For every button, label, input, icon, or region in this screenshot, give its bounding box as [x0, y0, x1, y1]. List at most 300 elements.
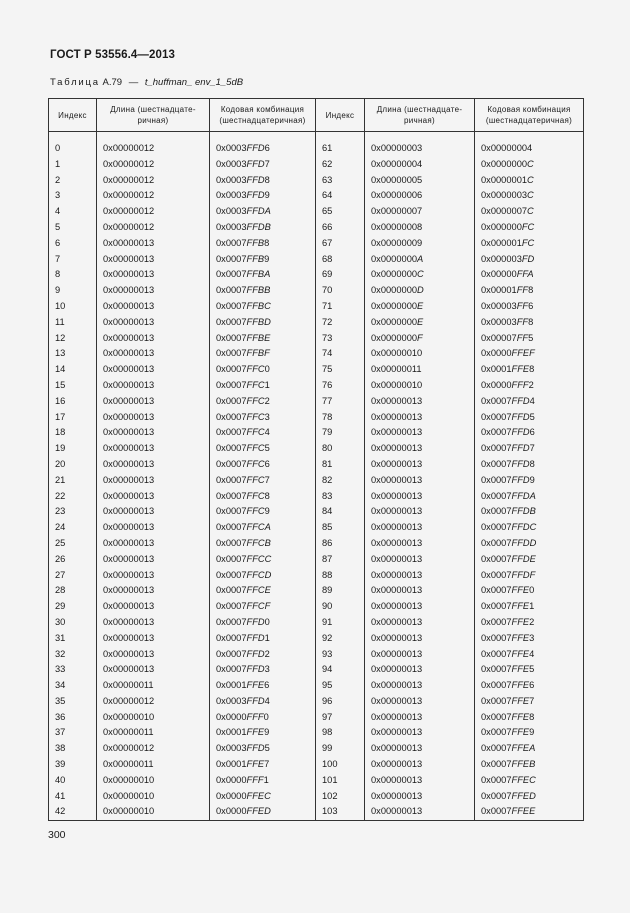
- cell-code-2: 0x0007FFE1: [475, 599, 584, 615]
- cell-code-2: 0x0007FFDC: [475, 520, 584, 536]
- cell-length: 0x00000013: [97, 457, 210, 473]
- cell-index: 40: [49, 773, 97, 789]
- cell-length: 0x00000012: [97, 188, 210, 204]
- cell-length-2: 0x00000013: [365, 473, 475, 489]
- cell-code-2: 0x0007FFEE: [475, 804, 584, 820]
- cell-code: 0x0007FFC0: [210, 362, 316, 378]
- cell-index: 42: [49, 804, 97, 820]
- table-row: [49, 647, 584, 663]
- cell-code: 0x0007FFBA: [210, 267, 316, 283]
- cell-code-2: 0x0007FFE0: [475, 583, 584, 599]
- cell-length-2: 0x0000000E: [365, 299, 475, 315]
- cell-index: 18: [49, 425, 97, 441]
- cell-code-2: 0x0007FFEB: [475, 757, 584, 773]
- cell-code-2: 0x0007FFE8: [475, 710, 584, 726]
- cell-length: 0x00000013: [97, 346, 210, 362]
- table-row: [49, 331, 584, 347]
- cell-index: 1: [49, 157, 97, 173]
- cell-length: 0x00000013: [97, 583, 210, 599]
- table-row: [49, 741, 584, 757]
- table-row: [49, 789, 584, 805]
- cell-length-2: 0x00000013: [365, 599, 475, 615]
- cell-length: 0x00000013: [97, 520, 210, 536]
- cell-length-2: 0x00000005: [365, 173, 475, 189]
- cell-length-2: 0x00000013: [365, 631, 475, 647]
- cell-index-2: 95: [316, 678, 365, 694]
- cell-length: 0x00000010: [97, 804, 210, 820]
- table-row: [49, 252, 584, 268]
- table-row: [49, 599, 584, 615]
- cell-length-2: 0x00000007: [365, 204, 475, 220]
- cell-code-2: 0x0007FFDB: [475, 504, 584, 520]
- cell-index: 26: [49, 552, 97, 568]
- cell-code: 0x0007FFC1: [210, 378, 316, 394]
- table-row: [49, 173, 584, 189]
- cell-code-2: 0x0007FFD8: [475, 457, 584, 473]
- cell-length-2: 0x00000013: [365, 615, 475, 631]
- cell-length: 0x00000013: [97, 252, 210, 268]
- caption-label: Таблица: [50, 77, 100, 88]
- cell-index: 38: [49, 741, 97, 757]
- cell-index: 27: [49, 568, 97, 584]
- cell-index: 9: [49, 283, 97, 299]
- cell-code: 0x0003FFD9: [210, 188, 316, 204]
- table-row: [49, 678, 584, 694]
- table-row: [49, 425, 584, 441]
- cell-code: 0x0007FFC7: [210, 473, 316, 489]
- cell-code: 0x0001FFE9: [210, 725, 316, 741]
- cell-length-2: 0x00000013: [365, 457, 475, 473]
- cell-index: 20: [49, 457, 97, 473]
- cell-index-2: 86: [316, 536, 365, 552]
- cell-code: 0x0007FFCB: [210, 536, 316, 552]
- table-row: [49, 568, 584, 584]
- cell-index: 28: [49, 583, 97, 599]
- cell-length: 0x00000013: [97, 662, 210, 678]
- cell-code: 0x0007FFC6: [210, 457, 316, 473]
- cell-length-2: 0x0000000D: [365, 283, 475, 299]
- cell-code: 0x0007FFBB: [210, 283, 316, 299]
- cell-code: 0x0000FFEC: [210, 789, 316, 805]
- cell-index-2: 83: [316, 489, 365, 505]
- cell-index: 37: [49, 725, 97, 741]
- cell-code: 0x0000FFED: [210, 804, 316, 820]
- table-row: [49, 283, 584, 299]
- cell-index: 23: [49, 504, 97, 520]
- column-header-length: Длина (шестнадцате-ричная): [97, 99, 210, 132]
- cell-index-2: 88: [316, 568, 365, 584]
- caption-dash: —: [128, 77, 139, 88]
- table-row: [49, 267, 584, 283]
- cell-index-2: 73: [316, 331, 365, 347]
- cell-index-2: 61: [316, 141, 365, 157]
- cell-length-2: 0x00000013: [365, 741, 475, 757]
- cell-code-2: 0x0007FFD4: [475, 394, 584, 410]
- table-row: [49, 157, 584, 173]
- cell-length: 0x00000013: [97, 315, 210, 331]
- cell-code: 0x0001FFE6: [210, 678, 316, 694]
- table-row: [49, 662, 584, 678]
- table-row: [49, 504, 584, 520]
- table-row: [49, 362, 584, 378]
- cell-index-2: 101: [316, 773, 365, 789]
- cell-index-2: 63: [316, 173, 365, 189]
- cell-code-2: 0x0007FFE7: [475, 694, 584, 710]
- cell-length-2: 0x00000013: [365, 536, 475, 552]
- cell-index: 19: [49, 441, 97, 457]
- cell-length-2: 0x00000013: [365, 789, 475, 805]
- cell-index-2: 81: [316, 457, 365, 473]
- table-header-row: [49, 99, 584, 132]
- table-row: [49, 804, 584, 820]
- cell-length: 0x00000013: [97, 362, 210, 378]
- column-header-index-2: Индекс: [316, 99, 365, 132]
- cell-code: 0x0007FFB8: [210, 236, 316, 252]
- cell-index-2: 100: [316, 757, 365, 773]
- cell-code: 0x0003FFDB: [210, 220, 316, 236]
- cell-index-2: 97: [316, 710, 365, 726]
- cell-length-2: 0x00000013: [365, 725, 475, 741]
- cell-index: 25: [49, 536, 97, 552]
- cell-code: 0x0007FFD1: [210, 631, 316, 647]
- cell-index: 30: [49, 615, 97, 631]
- cell-code-2: 0x00001FF8: [475, 283, 584, 299]
- cell-length-2: 0x00000013: [365, 804, 475, 820]
- cell-length-2: 0x00000010: [365, 378, 475, 394]
- cell-code: 0x0003FFD6: [210, 141, 316, 157]
- table-row: [49, 394, 584, 410]
- cell-code-2: 0x0007FFDF: [475, 568, 584, 584]
- cell-length-2: 0x00000013: [365, 394, 475, 410]
- cell-length-2: 0x00000004: [365, 157, 475, 173]
- cell-length: 0x00000012: [97, 741, 210, 757]
- column-header-code-2: Кодовая комбинация (шестнадцатеричная): [475, 99, 584, 132]
- cell-code-2: 0x0007FFE4: [475, 647, 584, 663]
- cell-index: 31: [49, 631, 97, 647]
- cell-index: 4: [49, 204, 97, 220]
- cell-length: 0x00000012: [97, 204, 210, 220]
- cell-code-2: 0x0007FFDA: [475, 489, 584, 505]
- cell-length-2: 0x00000013: [365, 662, 475, 678]
- cell-index: 12: [49, 331, 97, 347]
- cell-index-2: 79: [316, 425, 365, 441]
- cell-index-2: 65: [316, 204, 365, 220]
- caption-table-name: t_huffman_ env_1_5dB: [144, 77, 244, 88]
- cell-code-2: 0x0007FFE9: [475, 725, 584, 741]
- cell-length: 0x00000013: [97, 536, 210, 552]
- caption-number: А.79: [102, 77, 123, 88]
- cell-length: 0x00000013: [97, 473, 210, 489]
- table-row: [49, 757, 584, 773]
- table-spacer-row: [49, 132, 584, 142]
- cell-code: 0x0000FFF0: [210, 710, 316, 726]
- cell-index-2: 67: [316, 236, 365, 252]
- cell-length-2: 0x00000013: [365, 647, 475, 663]
- cell-code: 0x0007FFC4: [210, 425, 316, 441]
- table-row: [49, 583, 584, 599]
- cell-length-2: 0x00000013: [365, 757, 475, 773]
- cell-code-2: 0x0000FFEF: [475, 346, 584, 362]
- cell-index-2: 94: [316, 662, 365, 678]
- cell-index-2: 77: [316, 394, 365, 410]
- cell-index-2: 82: [316, 473, 365, 489]
- cell-length: 0x00000012: [97, 694, 210, 710]
- cell-code: 0x0001FFE7: [210, 757, 316, 773]
- cell-index: 34: [49, 678, 97, 694]
- cell-code: 0x0007FFBF: [210, 346, 316, 362]
- cell-length-2: 0x0000000E: [365, 315, 475, 331]
- cell-index: 16: [49, 394, 97, 410]
- cell-length: 0x00000013: [97, 267, 210, 283]
- cell-length-2: 0x00000011: [365, 362, 475, 378]
- cell-length-2: 0x00000006: [365, 188, 475, 204]
- cell-code-2: 0x0007FFE6: [475, 678, 584, 694]
- cell-code: 0x0003FFD7: [210, 157, 316, 173]
- cell-code: 0x0007FFC9: [210, 504, 316, 520]
- table-row: [49, 520, 584, 536]
- table-row: [49, 536, 584, 552]
- cell-index-2: 69: [316, 267, 365, 283]
- cell-code: 0x0007FFD2: [210, 647, 316, 663]
- cell-index: 7: [49, 252, 97, 268]
- cell-code: 0x0007FFBC: [210, 299, 316, 315]
- cell-length: 0x00000013: [97, 631, 210, 647]
- cell-index: 24: [49, 520, 97, 536]
- cell-index-2: 78: [316, 410, 365, 426]
- cell-index-2: 66: [316, 220, 365, 236]
- cell-index-2: 80: [316, 441, 365, 457]
- cell-code-2: 0x0000000C: [475, 157, 584, 173]
- cell-index: 35: [49, 694, 97, 710]
- cell-length: 0x00000013: [97, 394, 210, 410]
- cell-index-2: 90: [316, 599, 365, 615]
- cell-code: 0x0007FFD3: [210, 662, 316, 678]
- column-header-length-2: Длина (шестнадцате-ричная): [365, 99, 475, 132]
- cell-index-2: 75: [316, 362, 365, 378]
- cell-code-2: 0x0007FFD5: [475, 410, 584, 426]
- cell-index: 15: [49, 378, 97, 394]
- cell-length-2: 0x00000013: [365, 552, 475, 568]
- cell-index: 21: [49, 473, 97, 489]
- cell-code: 0x0007FFCE: [210, 583, 316, 599]
- table-row: [49, 188, 584, 204]
- cell-length-2: 0x0000000C: [365, 267, 475, 283]
- cell-length-2: 0x00000013: [365, 568, 475, 584]
- cell-index-2: 64: [316, 188, 365, 204]
- cell-length: 0x00000012: [97, 141, 210, 157]
- cell-length: 0x00000013: [97, 568, 210, 584]
- cell-length: 0x00000013: [97, 504, 210, 520]
- page-number: 300: [48, 829, 66, 841]
- cell-index: 17: [49, 410, 97, 426]
- cell-length-2: 0x00000013: [365, 583, 475, 599]
- cell-length: 0x00000013: [97, 410, 210, 426]
- table-row: [49, 457, 584, 473]
- cell-index: 2: [49, 173, 97, 189]
- cell-length: 0x00000012: [97, 173, 210, 189]
- cell-length-2: 0x00000013: [365, 425, 475, 441]
- cell-code-2: 0x0007FFDE: [475, 552, 584, 568]
- cell-length-2: 0x00000013: [365, 694, 475, 710]
- cell-code-2: 0x00000FFA: [475, 267, 584, 283]
- cell-index: 3: [49, 188, 97, 204]
- cell-code: 0x0007FFCC: [210, 552, 316, 568]
- cell-index-2: 84: [316, 504, 365, 520]
- cell-code-2: 0x0007FFEC: [475, 773, 584, 789]
- cell-code-2: 0x000001FC: [475, 236, 584, 252]
- cell-code: 0x0007FFB9: [210, 252, 316, 268]
- cell-code: 0x0007FFBE: [210, 331, 316, 347]
- cell-index: 41: [49, 789, 97, 805]
- cell-length: 0x00000013: [97, 615, 210, 631]
- table-row: [49, 378, 584, 394]
- cell-index-2: 71: [316, 299, 365, 315]
- cell-code-2: 0x0000007C: [475, 204, 584, 220]
- cell-code-2: 0x0007FFE2: [475, 615, 584, 631]
- cell-index: 0: [49, 141, 97, 157]
- cell-index: 39: [49, 757, 97, 773]
- cell-index-2: 87: [316, 552, 365, 568]
- cell-length: 0x00000011: [97, 678, 210, 694]
- cell-length-2: 0x00000013: [365, 504, 475, 520]
- cell-index-2: 85: [316, 520, 365, 536]
- cell-length-2: 0x00000009: [365, 236, 475, 252]
- cell-length: 0x00000013: [97, 283, 210, 299]
- table-row: [49, 441, 584, 457]
- cell-length: 0x00000011: [97, 725, 210, 741]
- cell-index-2: 76: [316, 378, 365, 394]
- cell-code-2: 0x0007FFD9: [475, 473, 584, 489]
- table-row: [49, 220, 584, 236]
- cell-length: 0x00000013: [97, 378, 210, 394]
- cell-length: 0x00000013: [97, 299, 210, 315]
- table-caption: [50, 77, 243, 88]
- cell-code-2: 0x0000FFF2: [475, 378, 584, 394]
- table-row: [49, 204, 584, 220]
- table-row: [49, 346, 584, 362]
- cell-index: 33: [49, 662, 97, 678]
- cell-code-2: 0x0007FFEA: [475, 741, 584, 757]
- cell-index: 22: [49, 489, 97, 505]
- cell-code-2: 0x0007FFE5: [475, 662, 584, 678]
- cell-index-2: 103: [316, 804, 365, 820]
- column-header-index: Индекс: [49, 99, 97, 132]
- cell-index: 8: [49, 267, 97, 283]
- document-header: ГОСТ Р 53556.4—2013: [50, 49, 175, 61]
- table-row: [49, 710, 584, 726]
- cell-length-2: 0x00000013: [365, 710, 475, 726]
- cell-code: 0x0003FFD5: [210, 741, 316, 757]
- table-row: [49, 299, 584, 315]
- cell-length: 0x00000011: [97, 757, 210, 773]
- cell-code-2: 0x0007FFDD: [475, 536, 584, 552]
- cell-length: 0x00000013: [97, 599, 210, 615]
- cell-code-2: 0x00000004: [475, 141, 584, 157]
- cell-length: 0x00000013: [97, 441, 210, 457]
- cell-code-2: 0x0007FFD6: [475, 425, 584, 441]
- cell-code: 0x0007FFBD: [210, 315, 316, 331]
- cell-length-2: 0x0000000F: [365, 331, 475, 347]
- cell-index: 6: [49, 236, 97, 252]
- cell-length-2: 0x00000013: [365, 489, 475, 505]
- table-row: [49, 315, 584, 331]
- cell-length-2: 0x00000003: [365, 141, 475, 157]
- table-row: [49, 410, 584, 426]
- cell-code: 0x0007FFCF: [210, 599, 316, 615]
- cell-code: 0x0007FFD0: [210, 615, 316, 631]
- cell-code-2: 0x000000FC: [475, 220, 584, 236]
- cell-length-2: 0x00000010: [365, 346, 475, 362]
- cell-code-2: 0x0007FFED: [475, 789, 584, 805]
- cell-length: 0x00000013: [97, 647, 210, 663]
- cell-index-2: 74: [316, 346, 365, 362]
- cell-length: 0x00000013: [97, 236, 210, 252]
- cell-index-2: 70: [316, 283, 365, 299]
- table-row: [49, 725, 584, 741]
- cell-index: 10: [49, 299, 97, 315]
- cell-index-2: 68: [316, 252, 365, 268]
- table-row: [49, 552, 584, 568]
- cell-code-2: 0x00007FF5: [475, 331, 584, 347]
- cell-length: 0x00000013: [97, 489, 210, 505]
- cell-length: 0x00000013: [97, 552, 210, 568]
- cell-code: 0x0003FFD8: [210, 173, 316, 189]
- cell-length: 0x00000013: [97, 331, 210, 347]
- cell-length: 0x00000013: [97, 425, 210, 441]
- cell-index-2: 93: [316, 647, 365, 663]
- cell-code-2: 0x00003FF6: [475, 299, 584, 315]
- column-header-code: Кодовая комбинация (шестнадцатеричная): [210, 99, 316, 132]
- huffman-table: [48, 98, 584, 821]
- cell-index: 32: [49, 647, 97, 663]
- cell-code-2: 0x0007FFE3: [475, 631, 584, 647]
- cell-length-2: 0x00000013: [365, 773, 475, 789]
- cell-index: 5: [49, 220, 97, 236]
- cell-index: 36: [49, 710, 97, 726]
- cell-index: 11: [49, 315, 97, 331]
- cell-length-2: 0x00000013: [365, 410, 475, 426]
- cell-index-2: 99: [316, 741, 365, 757]
- table-row: [49, 473, 584, 489]
- cell-code: 0x0007FFC3: [210, 410, 316, 426]
- cell-index: 14: [49, 362, 97, 378]
- cell-code-2: 0x0000001C: [475, 173, 584, 189]
- cell-code-2: 0x0007FFD7: [475, 441, 584, 457]
- cell-code-2: 0x000003FD: [475, 252, 584, 268]
- cell-code: 0x0003FFD4: [210, 694, 316, 710]
- cell-index-2: 89: [316, 583, 365, 599]
- cell-index-2: 98: [316, 725, 365, 741]
- table-row: [49, 489, 584, 505]
- cell-length: 0x00000012: [97, 220, 210, 236]
- cell-code: 0x0007FFC5: [210, 441, 316, 457]
- cell-index-2: 92: [316, 631, 365, 647]
- cell-code: 0x0007FFCA: [210, 520, 316, 536]
- table-row: [49, 141, 584, 157]
- cell-index-2: 62: [316, 157, 365, 173]
- cell-length: 0x00000012: [97, 157, 210, 173]
- cell-code: 0x0007FFCD: [210, 568, 316, 584]
- table-row: [49, 694, 584, 710]
- cell-code-2: 0x00003FF8: [475, 315, 584, 331]
- table-row: [49, 236, 584, 252]
- cell-code: 0x0003FFDA: [210, 204, 316, 220]
- cell-length-2: 0x00000008: [365, 220, 475, 236]
- cell-code: 0x0000FFF1: [210, 773, 316, 789]
- cell-index-2: 96: [316, 694, 365, 710]
- cell-index: 29: [49, 599, 97, 615]
- cell-length-2: 0x00000013: [365, 520, 475, 536]
